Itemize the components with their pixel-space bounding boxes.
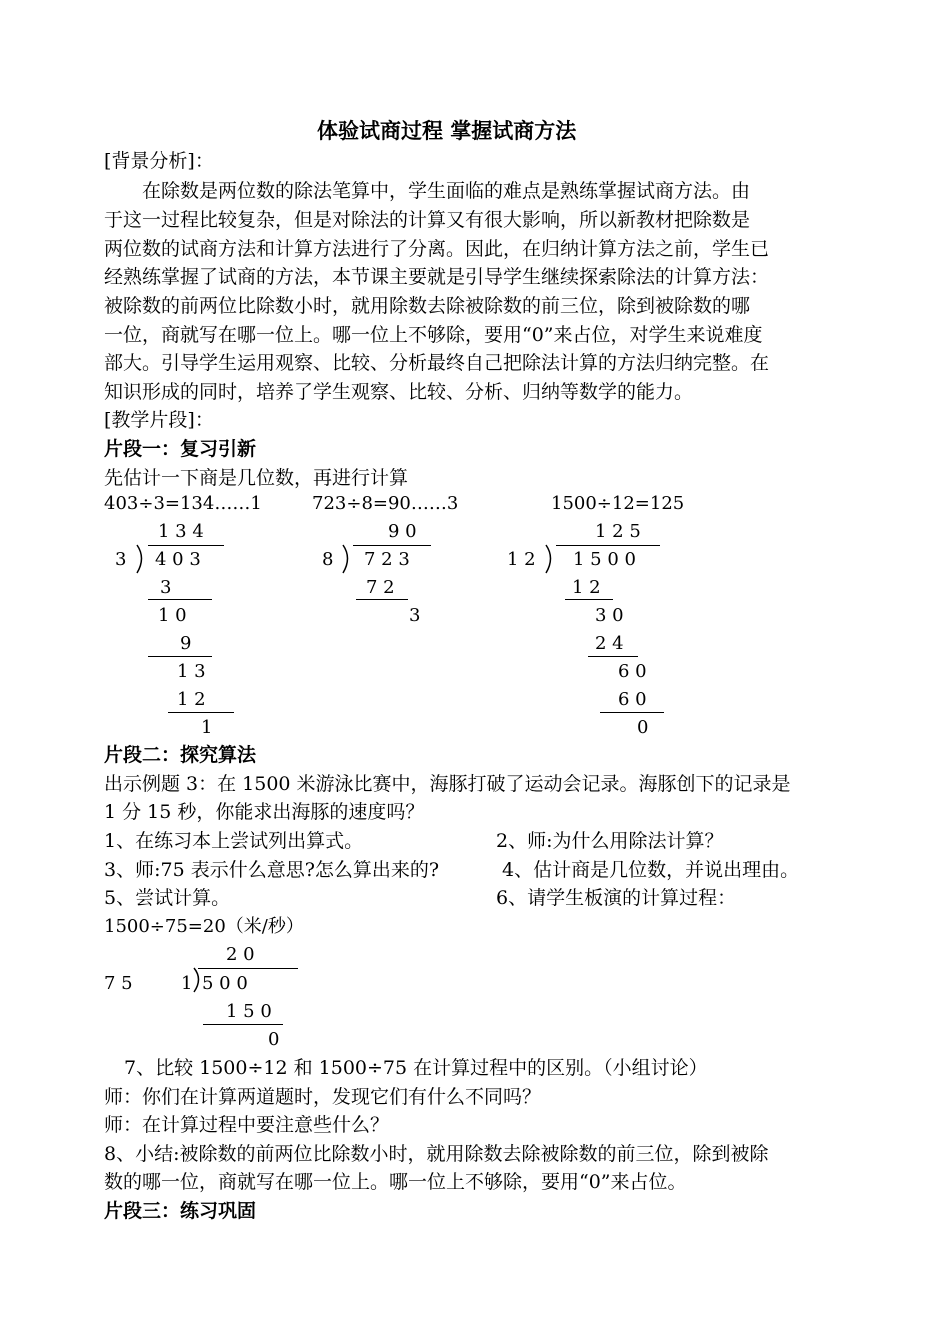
step-item: 4、估计商是几位数，并说出理由。 (502, 859, 800, 881)
division-bar (148, 545, 224, 546)
subtraction-line (600, 712, 664, 713)
summary-line: 8、小结:被除数的前两位比除数小时，就用除数去除被除数的前三位，除到被除 (104, 1143, 769, 1165)
quotient: 9 0 (388, 521, 417, 542)
subtraction-line (148, 599, 212, 600)
equation-1500-12: 1500÷12=125 (551, 493, 685, 514)
remainder: 3 (409, 605, 421, 626)
background-line: 在除数是两位数的除法笔算中，学生面临的难点是熟练掌握试商方法。由 (142, 180, 751, 202)
step-item: 2、师:为什么用除法计算？ (496, 830, 724, 852)
quotient: 2 0 (226, 944, 255, 965)
subtraction-line (356, 599, 408, 600)
step: 6 0 (618, 661, 647, 682)
division-bar (556, 545, 660, 546)
subtraction-line (148, 656, 212, 657)
remainder: 0 (637, 717, 649, 738)
step-item: 3、师:75 表示什么意思?怎么算出来的? (104, 859, 440, 881)
teacher-question: 师：在计算过程中要注意些什么？ (104, 1114, 390, 1136)
remainder: 0 (268, 1029, 280, 1050)
example-line: 出示例题 3：在 1500 米游泳比赛中，海豚打破了运动会记录。海豚创下的记录是 (104, 773, 791, 795)
subtraction-line (565, 599, 613, 600)
equation-1500-75: 1500÷75=20（米/秒） (104, 916, 304, 937)
quotient: 1 3 4 (158, 521, 204, 542)
discussion-item: 7、比较 1500÷12 和 1500÷75 在计算过程中的区别。（小组讨论） (124, 1057, 708, 1079)
dividend-first-digit: 1 (181, 973, 193, 994)
divisor: 3 (115, 549, 127, 570)
background-line: 被除数的前两位比除数小时，就用除数去除被除数的前三位，除到被除数的哪 (104, 295, 751, 317)
division-bracket (134, 544, 150, 574)
divisor: 1 2 (507, 549, 536, 570)
step: 1 3 (177, 661, 206, 682)
division-bracket (543, 544, 559, 574)
step-item: 5、尝试计算。 (104, 887, 231, 909)
division-bar (198, 968, 298, 969)
summary-line: 数的哪一位，商就写在哪一位上。哪一位上不够除，要用“0”来占位。 (104, 1171, 687, 1193)
step: 3 (160, 577, 172, 598)
equation-723: 723÷8=90……3 (312, 493, 459, 514)
step: 3 0 (595, 605, 624, 626)
dividend: 5 0 0 (202, 973, 248, 994)
dividend: 1 5 0 0 (573, 549, 636, 570)
subtraction-line (588, 656, 638, 657)
division-bracket (340, 544, 356, 574)
segment1-heading: 片段一：复习引新 (104, 438, 257, 460)
background-line: 两位数的试商方法和计算方法进行了分离。因此，在归纳计算方法之前，学生已 (104, 238, 770, 260)
step: 7 2 (366, 577, 395, 598)
background-line: 部大。引导学生运用观察、比较、分析最终自己把除法计算的方法归纳完整。在 (104, 352, 770, 374)
background-line: 一位，商就写在哪一位上。哪一位上不够除，要用“0”来占位，对学生来说难度 (104, 324, 763, 346)
step: 1 0 (158, 605, 187, 626)
step-item: 1、在练习本上尝试列出算式。 (104, 830, 364, 852)
background-line: 知识形成的同时，培养了学生观察、比较、分析、归纳等数学的能力。 (104, 381, 694, 403)
division-bar (353, 545, 431, 546)
remainder: 1 (201, 717, 213, 738)
segment1-instruction: 先估计一下商是几位数，再进行计算 (104, 467, 409, 489)
page-title: 体验试商过程 掌握试商方法 (317, 118, 577, 143)
step: 2 4 (595, 633, 624, 654)
teaching-heading: [教学片段]： (104, 409, 214, 431)
example-line: 1 分 15 秒，你能求出海豚的速度吗？ (104, 801, 425, 823)
background-line: 经熟练掌握了试商的方法，本节课主要就是引导学生继续探索除法的计算方法： (104, 266, 770, 288)
dividend: 4 0 3 (155, 549, 201, 570)
divisor: 7 5 (104, 973, 133, 994)
dividend: 7 2 3 (364, 549, 410, 570)
segment3-heading: 片段三：练习巩固 (104, 1200, 257, 1222)
step: 1 2 (572, 577, 601, 598)
subtraction-line (168, 712, 234, 713)
step: 1 2 (177, 689, 206, 710)
segment2-heading: 片段二：探究算法 (104, 744, 257, 766)
step: 6 0 (618, 689, 647, 710)
subtraction-line (203, 1024, 283, 1025)
background-line: 于这一过程比较复杂，但是对除法的计算又有很大影响，所以新教材把除数是 (104, 209, 751, 231)
step: 9 (180, 633, 192, 654)
quotient: 1 2 5 (595, 521, 641, 542)
teacher-question: 师：你们在计算两道题时，发现它们有什么不同吗？ (104, 1086, 542, 1108)
background-heading: [背景分析]： (104, 150, 214, 172)
equation-403: 403÷3=134……1 (104, 493, 262, 514)
step: 1 5 0 (226, 1001, 272, 1022)
step-item: 6、请学生板演的计算过程： (496, 887, 737, 909)
divisor: 8 (322, 549, 334, 570)
